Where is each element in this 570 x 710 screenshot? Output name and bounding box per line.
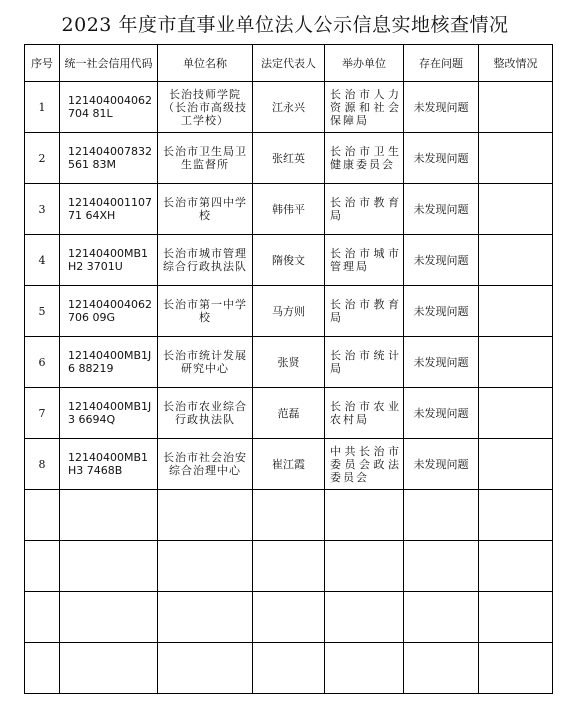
cell-rep: 韩伟平: [253, 184, 325, 235]
empty-table-row: [25, 643, 553, 694]
empty-cell: [60, 592, 158, 643]
empty-cell: [60, 541, 158, 592]
empty-table-row: [25, 592, 553, 643]
cell-org: 长治市人力资源和社会保障局: [325, 82, 404, 133]
cell-issue: 未发现问题: [404, 439, 479, 490]
empty-cell: [158, 592, 253, 643]
empty-cell: [158, 490, 253, 541]
cell-name: 长治市卫生局卫生监督所: [158, 133, 253, 184]
header-issue: 存在问题: [404, 45, 479, 82]
cell-code: 12140400MB1J3 6694Q: [60, 388, 158, 439]
header-fix: 整改情况: [479, 45, 553, 82]
empty-table-row: [25, 541, 553, 592]
table-row: [25, 439, 553, 490]
cell-code: 12140400110771 64XH: [60, 184, 158, 235]
cell-org: 长治市城市管理局: [325, 235, 404, 286]
cell-fix: [479, 286, 553, 337]
cell-rep: 马方则: [253, 286, 325, 337]
empty-cell: [158, 541, 253, 592]
table-row: [25, 184, 553, 235]
cell-org: 长治市农业农村局: [325, 388, 404, 439]
cell-name: 长治市第四中学校: [158, 184, 253, 235]
empty-cell: [404, 541, 479, 592]
empty-cell: [479, 643, 553, 694]
empty-cell: [404, 592, 479, 643]
empty-table-row: [25, 490, 553, 541]
cell-name: 长治技师学院（长治市高级技工学校）: [158, 82, 253, 133]
cell-org: 中共长治市委员会政法委员会: [325, 439, 404, 490]
cell-fix: [479, 184, 553, 235]
empty-cell: [479, 490, 553, 541]
table-row: [25, 286, 553, 337]
cell-org: 长治市卫生健康委员会: [325, 133, 404, 184]
cell-fix: [479, 337, 553, 388]
table-row: [25, 133, 553, 184]
cell-name: 长治市农业综合行政执法队: [158, 388, 253, 439]
cell-fix: [479, 235, 553, 286]
header-no: 序号: [25, 45, 60, 82]
cell-no: 2: [25, 133, 60, 184]
cell-name: 长治市社会治安综合治理中心: [158, 439, 253, 490]
empty-cell: [158, 643, 253, 694]
cell-rep: 范磊: [253, 388, 325, 439]
empty-cell: [25, 643, 60, 694]
cell-fix: [479, 388, 553, 439]
empty-cell: [325, 643, 404, 694]
cell-fix: [479, 133, 553, 184]
table-row: [25, 388, 553, 439]
empty-cell: [25, 541, 60, 592]
empty-cell: [253, 592, 325, 643]
empty-cell: [479, 592, 553, 643]
cell-name: 长治市城市管理综合行政执法队: [158, 235, 253, 286]
cell-code: 121404007832561 83M: [60, 133, 158, 184]
cell-rep: 隋俊文: [253, 235, 325, 286]
table-row: [25, 82, 553, 133]
empty-cell: [60, 490, 158, 541]
header-rep: 法定代表人: [253, 45, 325, 82]
cell-code: 12140400MB1J6 88219: [60, 337, 158, 388]
cell-no: 1: [25, 82, 60, 133]
verification-table: [24, 44, 553, 694]
empty-cell: [404, 490, 479, 541]
empty-cell: [479, 541, 553, 592]
table-row: [25, 337, 553, 388]
cell-no: 4: [25, 235, 60, 286]
cell-name: 长治市统计发展研究中心: [158, 337, 253, 388]
cell-org: 长治市统计局: [325, 337, 404, 388]
cell-no: 8: [25, 439, 60, 490]
cell-fix: [479, 82, 553, 133]
cell-issue: 未发现问题: [404, 184, 479, 235]
header-name: 单位名称: [158, 45, 253, 82]
empty-cell: [25, 490, 60, 541]
empty-cell: [325, 490, 404, 541]
cell-no: 6: [25, 337, 60, 388]
empty-cell: [60, 643, 158, 694]
empty-cell: [325, 592, 404, 643]
cell-rep: 江永兴: [253, 82, 325, 133]
cell-issue: 未发现问题: [404, 337, 479, 388]
header-org: 举办单位: [325, 45, 404, 82]
empty-cell: [25, 592, 60, 643]
cell-issue: 未发现问题: [404, 286, 479, 337]
cell-org: 长治市教育局: [325, 286, 404, 337]
cell-issue: 未发现问题: [404, 133, 479, 184]
table-header-row: [25, 45, 553, 82]
empty-cell: [325, 541, 404, 592]
cell-rep: 崔江霞: [253, 439, 325, 490]
cell-rep: 张贤: [253, 337, 325, 388]
table-row: [25, 235, 553, 286]
empty-cell: [253, 541, 325, 592]
cell-no: 3: [25, 184, 60, 235]
cell-name: 长治市第一中学校: [158, 286, 253, 337]
cell-issue: 未发现问题: [404, 388, 479, 439]
cell-code: 121404004062704 81L: [60, 82, 158, 133]
cell-rep: 张红英: [253, 133, 325, 184]
header-code: 统一社会信用代码: [60, 45, 158, 82]
cell-code: 12140400MB1H2 3701U: [60, 235, 158, 286]
empty-cell: [253, 490, 325, 541]
cell-no: 5: [25, 286, 60, 337]
empty-cell: [253, 643, 325, 694]
cell-code: 12140400MB1H3 7468B: [60, 439, 158, 490]
document-title: 2023 年度市直事业单位法人公示信息实地核查情况: [61, 14, 509, 36]
cell-no: 7: [25, 388, 60, 439]
cell-issue: 未发现问题: [404, 235, 479, 286]
cell-issue: 未发现问题: [404, 82, 479, 133]
cell-code: 121404004062706 09G: [60, 286, 158, 337]
cell-org: 长治市教育局: [325, 184, 404, 235]
empty-cell: [404, 643, 479, 694]
cell-fix: [479, 439, 553, 490]
